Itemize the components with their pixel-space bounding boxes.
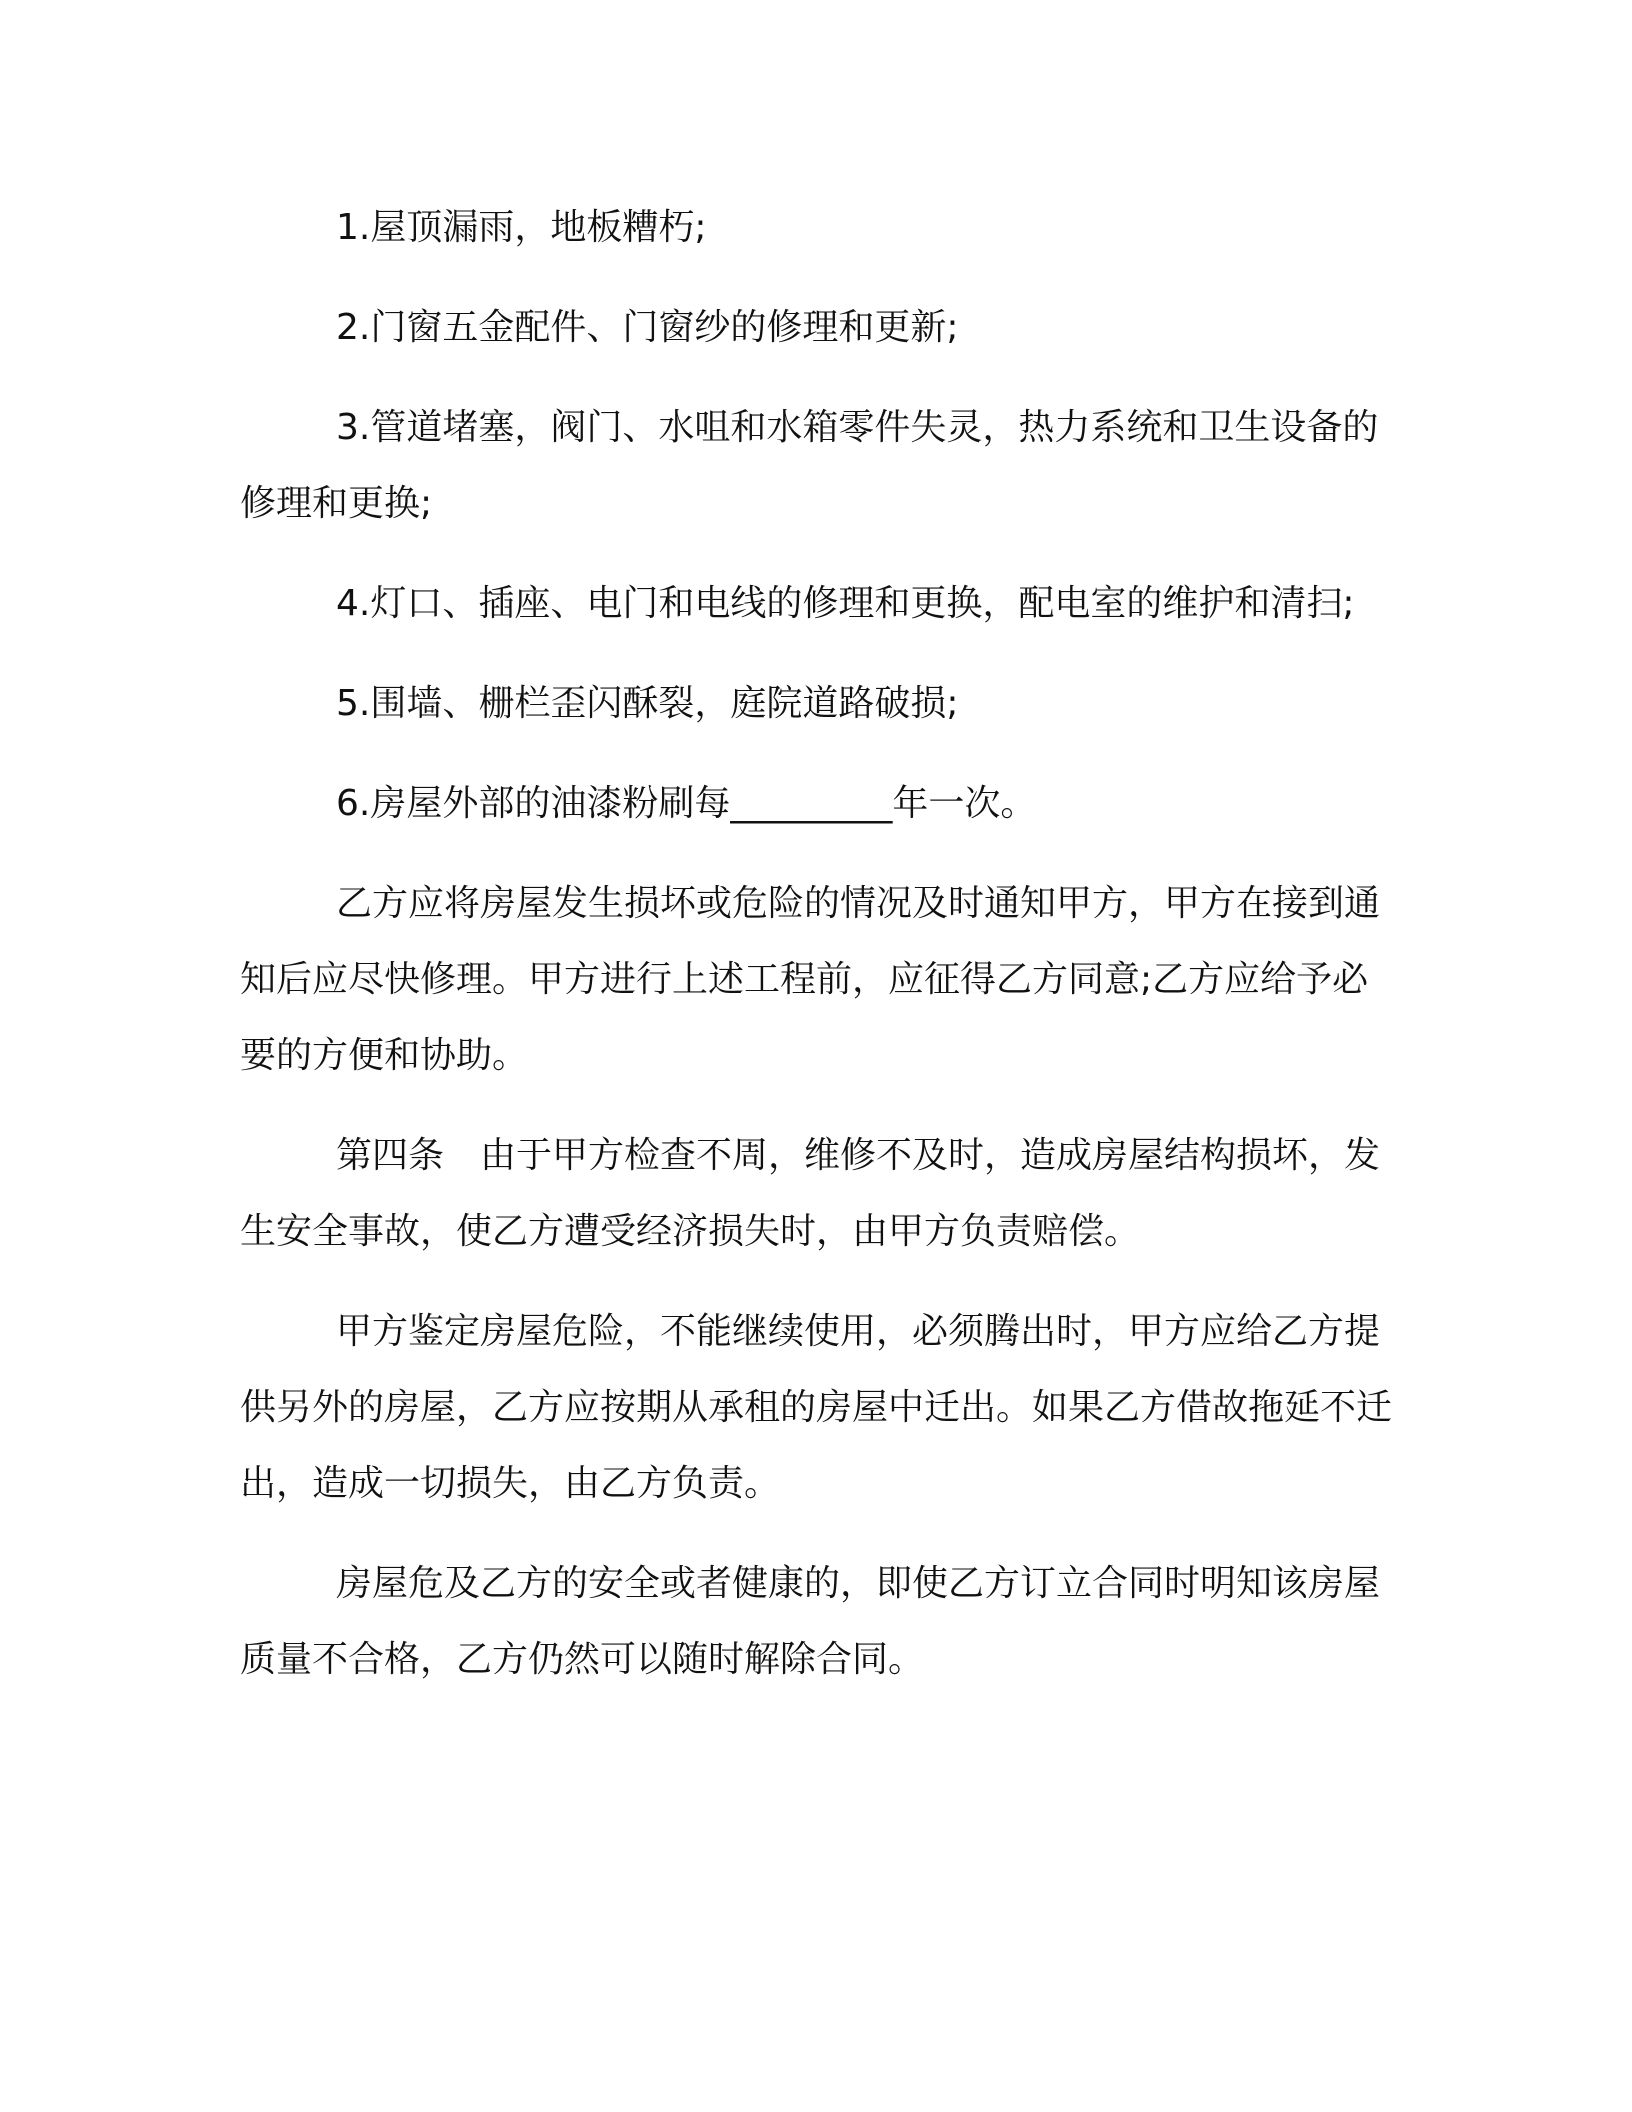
paragraph-spacer [240,266,1396,290]
paragraph-spacer [240,1094,1396,1118]
paragraph-item-2: 2.门窗五金配件、门窗纱的修理和更新; [336,307,959,348]
paragraph-termination: 房屋危及乙方的安全或者健康的，即使乙方订立合同时明知该房屋质量不合格，乙方仍然可以随时解除合同。 [240,1563,1381,1680]
paragraph-item-6: 6.房屋外部的油漆粉刷每_________年一次。 [336,783,1037,824]
paragraph-spacer [240,642,1396,666]
paragraph-notification: 乙方应将房屋发生损坏或危险的情况及时通知甲方，甲方在接到通知后应尽快修理。甲方进行上述工程前，应征得乙方同意;乙方应给予必要的方便和协助。 [240,883,1381,1076]
paragraph-spacer [240,842,1396,866]
paragraph-item-1: 1.屋顶漏雨，地板糟朽; [336,207,707,248]
paragraph-spacer [240,542,1396,566]
paragraph-item-4: 4.灯口、插座、电门和电线的修理和更换，配电室的维护和清扫; [336,583,1355,624]
paragraph-spacer [240,1270,1396,1294]
paragraph-spacer [240,366,1396,390]
paragraph-spacer [240,1522,1396,1546]
paragraph-item-3: 3.管道堵塞，阀门、水咀和水箱零件失灵，热力系统和卫生设备的修理和更换; [240,407,1379,524]
paragraph-article-four: 第四条 由于甲方检查不周，维修不及时，造成房屋结构损坏，发生安全事故，使乙方遭受经济损失时，由甲方负责赔偿。 [240,1135,1381,1252]
paragraph-relocation: 甲方鉴定房屋危险，不能继续使用，必须腾出时，甲方应给乙方提供另外的房屋，乙方应按期从承租的房屋中迁出。如果乙方借故拖延不迁出，造成一切损失，由乙方负责。 [240,1311,1393,1504]
paragraph-item-5: 5.围墙、栅栏歪闪酥裂，庭院道路破损; [336,683,959,724]
paragraph-spacer [240,742,1396,766]
document-body [240,190,1396,1698]
